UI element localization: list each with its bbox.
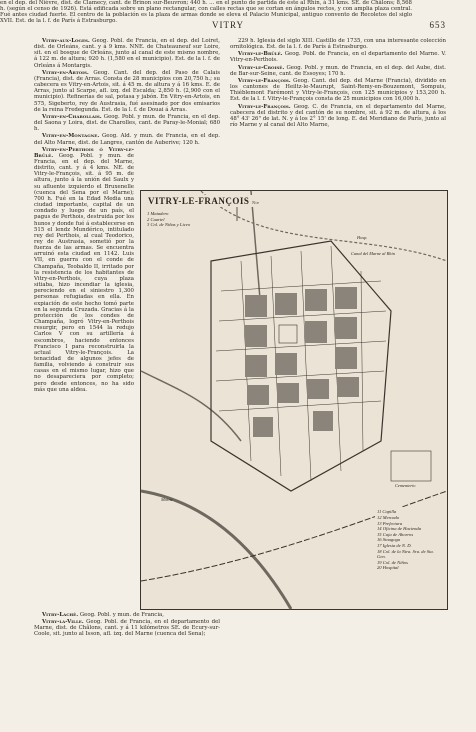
legend-item: 15 Caja de Ahorros	[377, 531, 414, 537]
legend-item: 18 Col. de la Ntra. Sra. de Sta. Gen.	[377, 548, 434, 560]
entry-headword: Vitry-le-François.	[238, 103, 291, 110]
entry	[230, 65, 446, 77]
legend-item: 11 Capilla	[377, 509, 397, 515]
map-label-hospital: Hosp.	[357, 235, 368, 240]
entry-text: Geog. Pobl. y mun. de Francia,	[78, 612, 164, 618]
entry-text: Geog. Ald. y mun. de Francia, en el dep. del Alto Marne, dist. de Langres, cantón de Auberive; 120 h.	[34, 133, 220, 146]
entry-headword: Vitry-Laché.	[42, 612, 79, 618]
legend-item: 12 Mercado	[377, 515, 400, 521]
entry-headword: Vitry-aux-Loges.	[42, 38, 90, 44]
entry	[34, 612, 220, 618]
page-number: 653	[429, 20, 446, 30]
entry-headword: Vitry-le-Brûlé.	[238, 51, 283, 58]
entry	[34, 114, 220, 132]
entry-text: Geog. Pobl. y mun. de Francia, en el dep. del Aube, dist. de Bar-sur-Seine, cant. de Essoyes; 170 h.	[230, 64, 446, 77]
legend-item: 2 Cuartel	[147, 216, 165, 222]
map-legend-bottom	[375, 507, 441, 573]
map-label-cemetery: Cementerio	[395, 483, 416, 488]
entry-text: Geog. Pobl. de Francia, en el departamento del Marne. V. Vitry-en-Perthois.	[230, 51, 446, 64]
entry-text: Geog. Pobl. de Francia, en el dep. del Loiret, dist. de Orleáns, cant. y á 9 kms. NNE. de Chateauneuf sur Loire, sit. en el bosque de Orleáns, junto al canal de este mismo nombre, á 122 m. de altura; 920 h. (1,580 en el municipio). Est. de la l. f. de Orleáns á Montargis.	[34, 38, 220, 69]
legend-item: 20 Hospital	[377, 565, 399, 571]
entry	[34, 70, 220, 113]
city-map	[140, 190, 448, 610]
entry-text: Geog. Pobl. y mun. de Francia, en el dep. del Marne, distrito, cant. y á 4 kms. NE. de Vitry-le-François, sit. á 95 m. de altura, junto á la unión del Saulx y su afluente izquierdo el Bruxenelle (cuenca del Sena por el Marne); 700 h. Fué en la Edad Media una ciudad importante, capital de un condado y luego de un país, el pagus de Perthois, destruida por los hunos y donde fué á establecerse en 515 el lendz Mundérico, intitulado rey del Perthois, al cual Teodorico, rey de Austrasia, sometió por la fuerza de las armas. Se encuentra arruinó esta ciudad en 1142. Luis VII, en guerra con el conde de Champaña, Teobaldo II, irritado por la resistencia de los habitantes de Vitry-en-Perthois, cuya plaza sitiaba, hizo incendiar la iglesia, pereciendo en el siniestro 1,300 personas refugiadas en ella. En expiación de este hecho tomó parte en la segunda Cruzada. Gracias á la protección de los condes de Champaña, logró Vitry-en-Perthois resurgir, pero en 1544 la redujo Carlos V con su artillería á escombros, haciendo entonces Francisco I para reconstruirla la actual Vitry-le-François. La tenacidad de algunos jefes de familia, volviendo á construir sus casas en el mismo lugar, hizo que no desapareciera por completo; pero desde entonces, no ha sido más que una aldea.	[34, 152, 134, 393]
map-legend-top	[147, 211, 190, 228]
legend-item: 13 Prefectura	[377, 520, 403, 526]
entry-text: 229 h. Iglesia del siglo XIII. Castillo de 1735, con una interesante colección ornitológica. Est. de la l. f. de París á Estrasburgo.	[230, 38, 446, 51]
legend-item: 14 Oficina de Hacienda	[377, 526, 422, 532]
right-column-top	[230, 38, 446, 188]
map-label-marne: Marne	[161, 497, 173, 502]
entry-headword: Vitry-en-Charollais.	[42, 113, 102, 120]
entry	[34, 133, 220, 145]
entry	[34, 147, 134, 393]
north-mark: Nte	[252, 200, 260, 205]
page-header	[34, 20, 446, 34]
bottom-paragraph: en el dep. del Nièvre, dist. de Clamecy, cant. de Brinon sur-Beuvron; 440 h. ... en el punto de partida de éste al Rhin, á 31 kms. SE. de Châlons; 8,568 h. (según el censo de 1926). Está edificada sobre un plano rectangular, con calles rectas que se cortan en ángulos rectos, y con amplia plaza central. Fué antes ciudad fuerte. El centro de la población es la plaza de armas donde se eleva el Palacio Municipal, antiguo convento de Recoletos del siglo XVII. Est. de la l. f. de París á Estrasburgo.	[0, 0, 412, 25]
legend-item: 17 Iglesia de N. D.	[377, 543, 412, 549]
entry	[34, 619, 220, 637]
entry	[230, 104, 446, 129]
entry-text: Geog. Pobl. y mun. de Francia, en el dep. del Saona y Loira, dist. de Charolles, cant. de Paray-le-Monial; 680 h.	[34, 113, 220, 133]
legend-item: 1 Matadero	[147, 211, 169, 216]
entry	[230, 78, 446, 103]
legend-item: 19 Col. de Niños	[377, 559, 408, 565]
entry-headword: Vitry-en-Montagne.	[42, 133, 100, 140]
entry-text: Geog. Pobl. de Francia, en el departamento del Marne, dist. de Châlons, cant. y á 11 kilómetros SE. de Ecury-sur-Coole, sit. junto al Isson, afl. izq. del Marne (cuenca del Sena);	[34, 619, 220, 638]
map-label-canal: Canal del Marne al Rhin	[351, 251, 395, 256]
running-title: VITRY	[212, 20, 244, 30]
bottom-left-entries	[34, 612, 220, 638]
map-title	[145, 195, 262, 207]
entry-headword: Vitry-le-Croisé.	[238, 64, 285, 71]
entry	[34, 38, 220, 69]
entry	[230, 51, 446, 63]
entry-headword: Vitry-en-Perthois ó Vitry-le-Brûlé.	[34, 146, 134, 159]
entry-headword: Vitry-le-François.	[238, 77, 291, 84]
entry	[230, 38, 446, 50]
entry-text: Geog. Cant. del dep. del Paso de Calais (Francia), dist. de Arras. Consta de 28 municipios con 20,750 h.; su cabecera es Vitry-en-Artois, sit. á 45 m. de altura y á 16 kms. E. de Arras, junto al Scarpe, afl. izq. del Escalda; 2,850 h. (2,900 con el municipio). Refinerías de sal, potasa y jabón. En Vitry-en-Artois, en 575, Sigeberto, rey de Austrasia, fué asesinado por dos emisarios de la reina Fredegunda. Est. de la l. f. de Douai á Arras.	[34, 69, 220, 113]
entry-text: Geog. C. de Francia, en el departamento del Marne, cabecera del distrito y del cantón de su nombre, sit. á 92 m. de altura, á los 48° 43' 26" de lat. N. y á los 2° 15' de long. E. del Meridiano de París, junto al río Marne y al canal del Alto Marne,	[230, 103, 446, 129]
legend-item: 16 Sinagoga	[377, 537, 401, 543]
legend-item: 3 Col. de Niñas y Liceo	[147, 222, 191, 228]
entry-text: Geog. Cant. del dep. del Marne (Francia), dividido en los cantones de Heiltz-le-Maurupt, Saint-Remy-en-Bouzemont, Sompuis, Thiéblemont Farémont y Vitry-le-François, con 125 municipios y 153,200 h. Est. de la l. f. Vitry-le-François consta de 25 municipios con 16,000 h.	[230, 77, 446, 103]
entry-headword: Vitry-en-Artois.	[42, 69, 89, 76]
map-title-text: VITRY-LE-FRANÇOIS	[148, 196, 250, 206]
entry-headword: Vitry-la-Ville.	[42, 619, 84, 626]
